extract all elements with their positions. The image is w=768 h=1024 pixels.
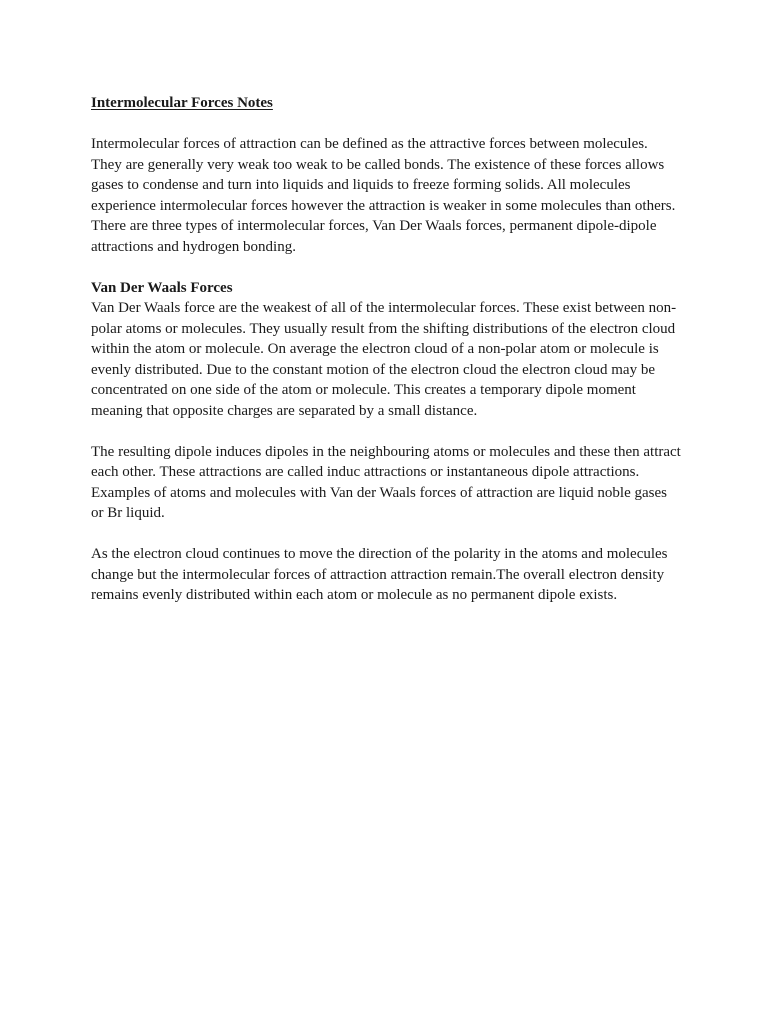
- document-body: [91, 93, 681, 626]
- section-paragraph: The resulting dipole induces dipoles in the neighbouring atoms or molecules and these then attract each other. These attractions are called induc attractions or instantaneous dipole attractions. Examples of atoms and molecules with Van der Waals forces of attraction are liquid noble gases or Br liquid.: [91, 443, 681, 521]
- section-paragraph: Van Der Waals force are the weakest of all of the intermolecular forces. These exist between non-polar atoms or molecules. They usually result from the shifting distributions of the electron cloud within the atom or molecule. On average the electron cloud of a non-polar atom or molecule is evenly distributed. Due to the constant motion of the electron cloud the electron cloud may be concentrated on one side of the atom or molecule. This creates a temporary dipole moment meaning that opposite charges are separated by a small distance.: [91, 300, 677, 419]
- intro-paragraph: Intermolecular forces of attraction can be defined as the attractive forces between molecules. They are generally very weak too weak to be called bonds. The existence of these forces allows gases to condense and turn into liquids and liquids to freeze forming solids. All molecules experience intermolecular forces however the attraction is weaker in some molecules than others. There are three types of intermolecular forces, Van Der Waals forces, permanent dipole-dipole attractions and hydrogen bonding.: [91, 136, 676, 255]
- section-heading-van-der-waals: Van Der Waals Forces: [91, 279, 233, 296]
- section-paragraph: As the electron cloud continues to move the direction of the polarity in the atoms and molecules change but the intermolecular forces of attraction attraction remain.The overall electron density remains evenly distributed within each atom or molecule as no permanent dipole exists.: [91, 546, 668, 603]
- document-title: Intermolecular Forces Notes: [91, 95, 273, 111]
